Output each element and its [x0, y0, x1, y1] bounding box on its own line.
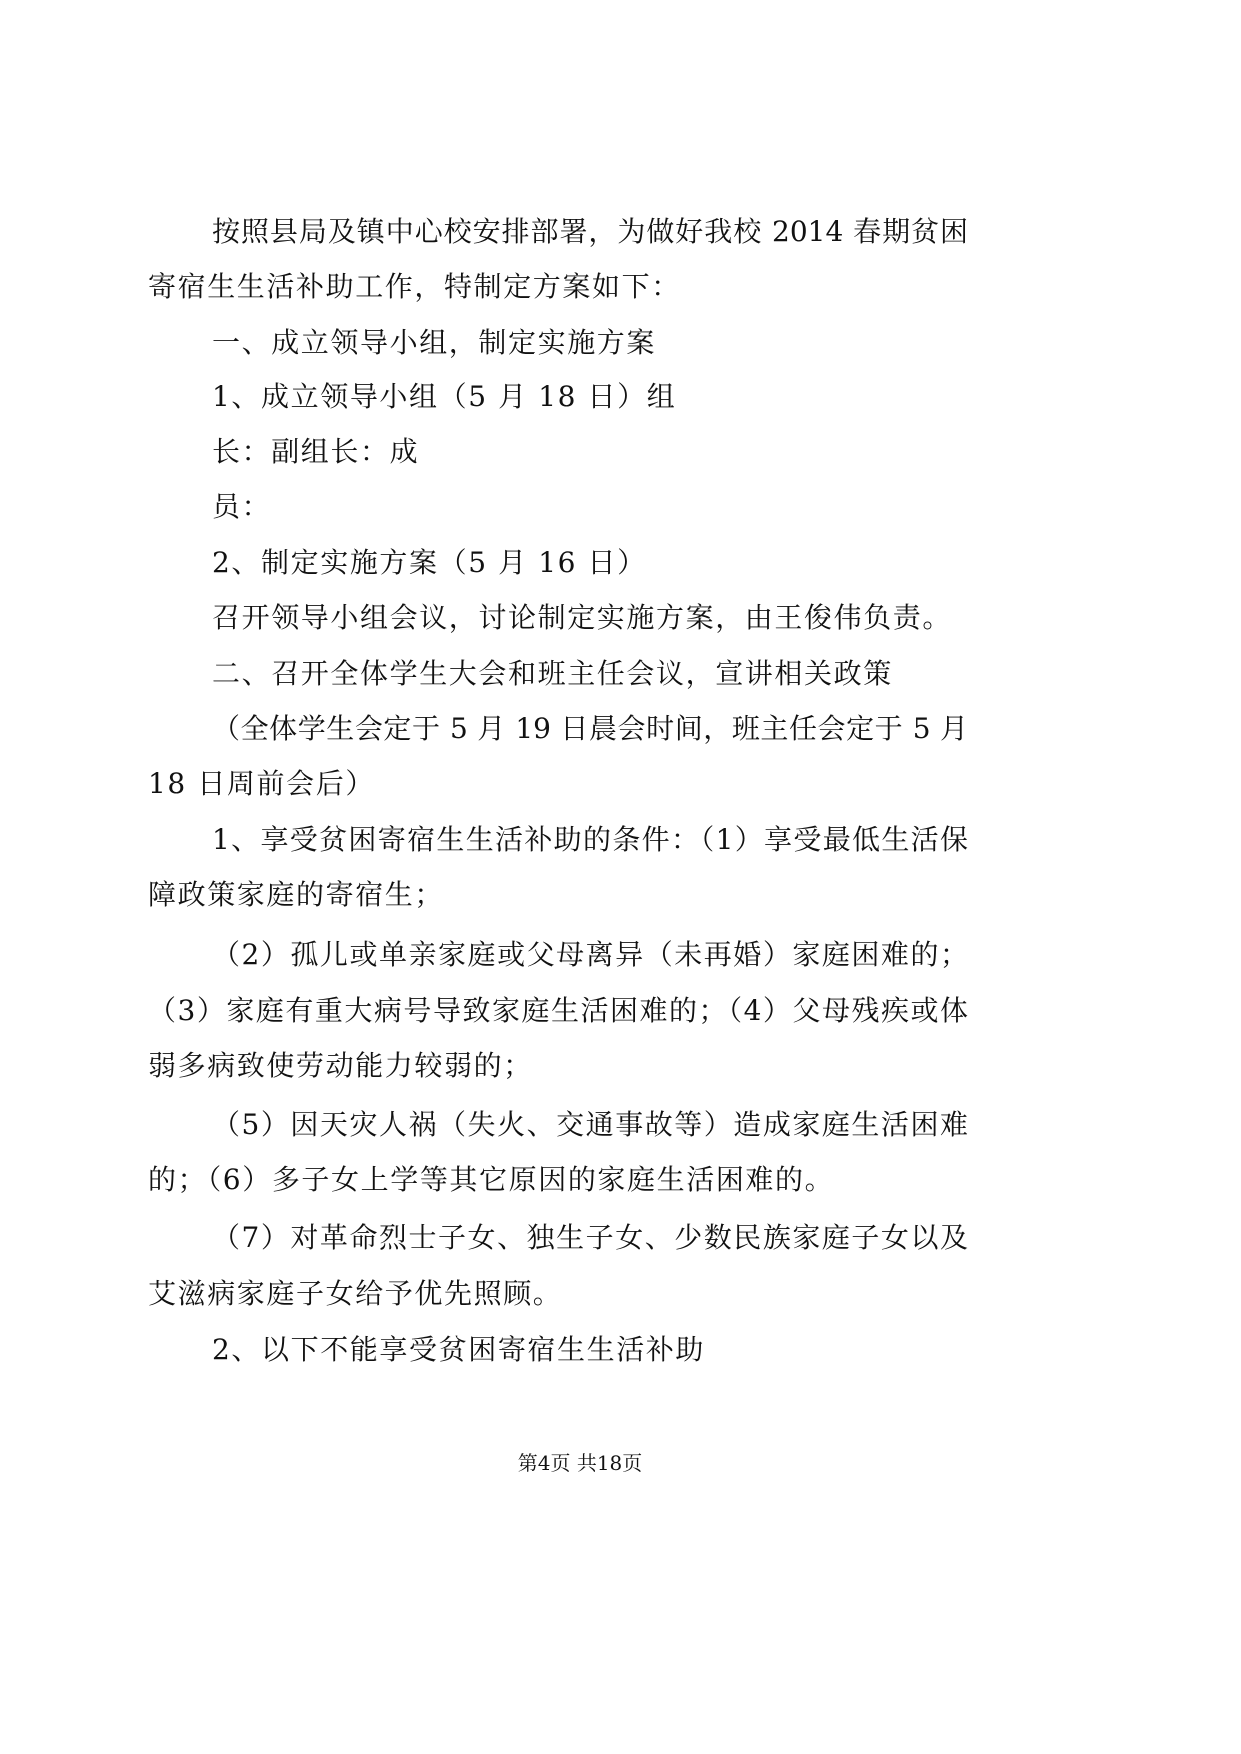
body-line: 2、以下不能享受贫困寄宿生生活补助 [212, 1333, 706, 1366]
page-number-footer: 第4页 共18页 [517, 1451, 643, 1475]
body-line: 召开领导小组会议，讨论制定实施方案，由王俊伟负责。 [212, 601, 953, 634]
section-heading: 一、成立领导小组，制定实施方案 [212, 326, 657, 359]
body-line: 弱多病致使劳动能力较弱的； [148, 1049, 533, 1082]
body-line: 18 日周前会后） [148, 767, 375, 800]
body-line: 障政策家庭的寄宿生； [148, 878, 445, 911]
section-heading: 二、召开全体学生大会和班主任会议，宣讲相关政策 [212, 657, 893, 690]
body-line: 1、成立领导小组（5 月 18 日）组 [212, 380, 677, 413]
body-line: 2、制定实施方案（5 月 16 日） [212, 546, 647, 579]
body-line: 员： [212, 490, 272, 523]
body-line: 1、享受贫困寄宿生生活补助的条件：（1）享受最低生活保 [212, 823, 968, 856]
body-line: （3）家庭有重大病号导致家庭生活困难的；（4）父母残疾或体 [148, 994, 968, 1027]
body-line: （5）因天灾人祸（失火、交通事故等）造成家庭生活困难 [212, 1108, 968, 1141]
body-line: 按照县局及镇中心校安排部署，为做好我校 2014 春期贫困 [212, 215, 968, 248]
body-line: 艾滋病家庭子女给予优先照顾。 [148, 1277, 563, 1310]
body-line: （2）孤儿或单亲家庭或父母离异（未再婚）家庭困难的； [212, 938, 968, 971]
body-line: 长：副组长：成 [212, 435, 420, 468]
body-line: 的；（6）多子女上学等其它原因的家庭生活困难的。 [148, 1163, 835, 1196]
body-line: （全体学生会定于 5 月 19 日晨会时间，班主任会定于 5 月 [212, 712, 968, 745]
body-line: （7）对革命烈士子女、独生子女、少数民族家庭子女以及 [212, 1221, 968, 1254]
body-line: 寄宿生生活补助工作，特制定方案如下： [148, 270, 681, 303]
